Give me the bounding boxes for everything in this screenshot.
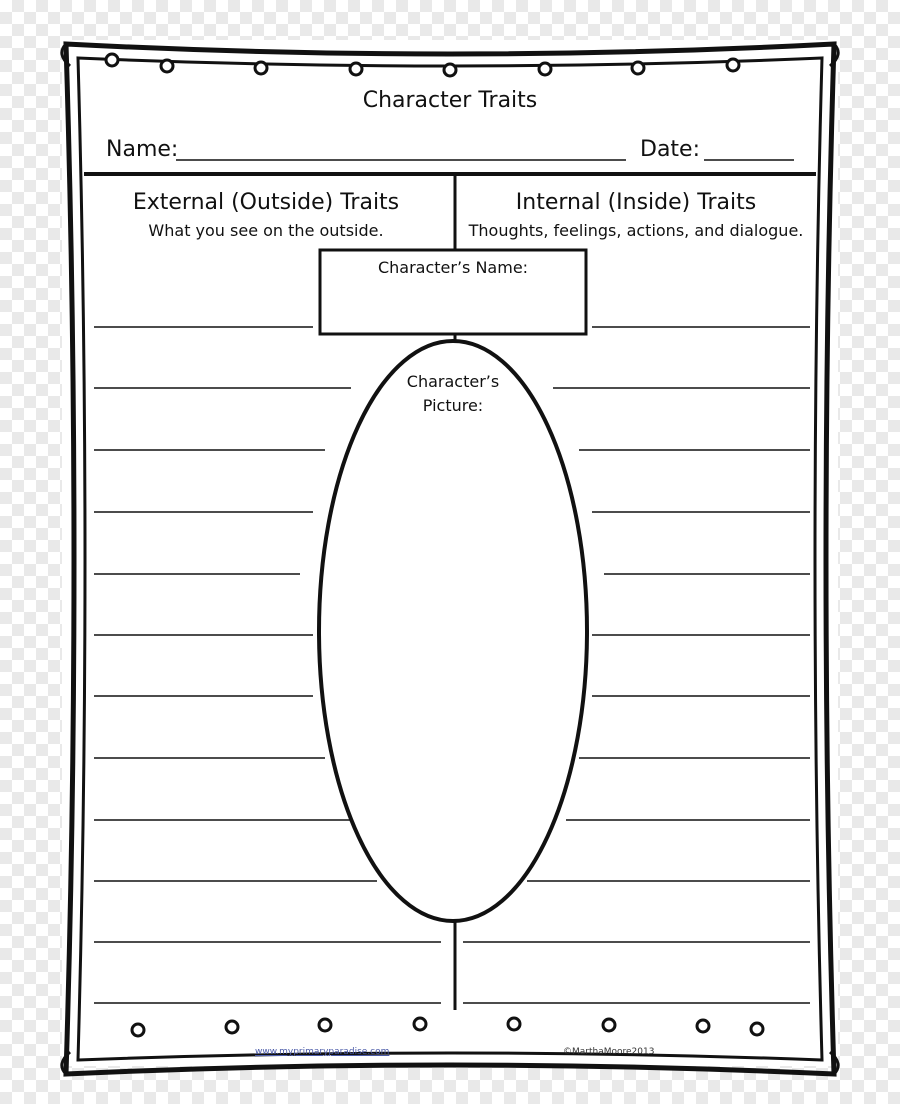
character-picture-oval — [319, 341, 587, 921]
date-label: Date: — [640, 137, 700, 162]
external-traits-heading: External (Outside) Traits — [132, 190, 400, 215]
character-name-label: Character’s Name: — [377, 258, 529, 277]
internal-traits-subtitle: Thoughts, feelings, actions, and dialogue. — [468, 221, 804, 240]
worksheet-title: Character Traits — [362, 88, 538, 113]
character-picture-label: Character’s Picture: — [406, 372, 500, 415]
website-link[interactable]: www.myprimaryparadise.com — [255, 1047, 390, 1057]
internal-traits-heading: Internal (Inside) Traits — [515, 190, 757, 215]
name-label: Name: — [106, 137, 179, 162]
bottom-rivets — [132, 1018, 763, 1036]
copyright-notice: ©MarthaMoore2013 — [563, 1047, 655, 1057]
external-traits-subtitle: What you see on the outside. — [148, 221, 384, 240]
